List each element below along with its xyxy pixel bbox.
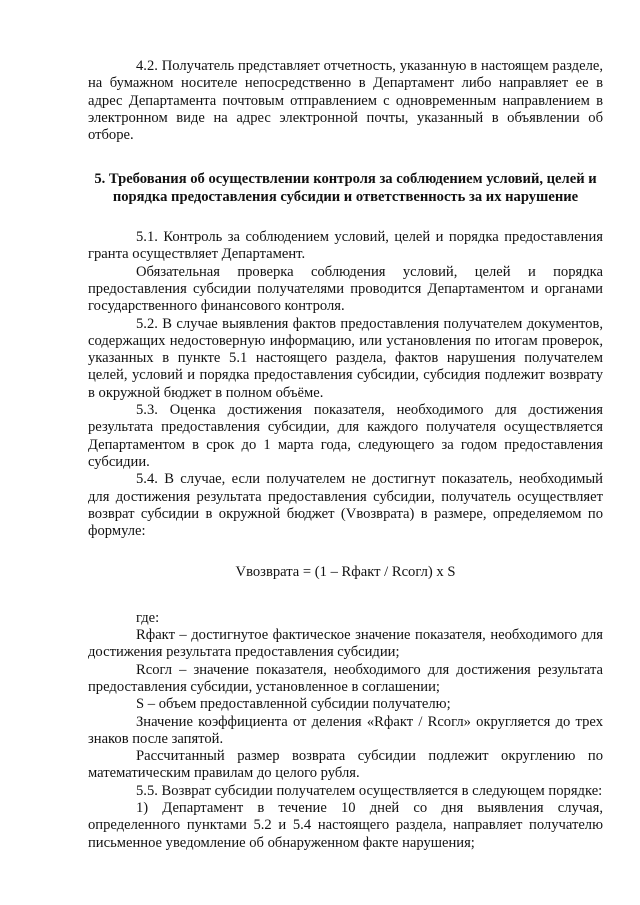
paragraph-4-2: 4.2. Получатель представляет отчетность, указанную в настоящем разделе, на бумажном носителе непосредственно в Департамент либо направляет ее в адрес Департамента почтовым отправлением с одновременным направлением в электронном виде на адрес электронной почты, указанный в объявлении об отборе. xyxy=(88,58,603,144)
where-label: где: xyxy=(136,609,160,626)
refund-formula: Vвозврата = (1 – Rфакт / Rсогл) x S xyxy=(235,564,456,581)
section-5-heading: 5. Требования об осуществлении контроля за соблюдением условий, целей и порядка предоставления субсидии и ответственность за их нарушение xyxy=(94,171,597,205)
paragraph-mandatory-check: Обязательная проверка соблюдения условий, целей и порядка предоставления субсидии получателями проводится Департаментом и органами государственного финансового контроля. xyxy=(88,263,603,315)
paragraph-5-4: 5.4. В случае, если получателем не достигнут показатель, необходимый для достижения результата предоставления субсидии, получатель осуществляет возврат субсидии в окружной бюджет (Vвозврата) в размере, определяемом по формуле: xyxy=(88,471,603,540)
paragraph-5-3: 5.3. Оценка достижения показателя, необходимого для достижения результата предоставления субсидии, для каждого получателя осуществляется Департаментом в срок до 1 марта года, следующего за годом предоставления субсидии. xyxy=(88,402,603,470)
paragraph-5-1: 5.1. Контроль за соблюдением условий, целей и порядка предоставления гранта осуществляет Департамент. xyxy=(88,229,603,263)
definition-rfakt: Rфакт – достигнутое фактическое значение показателя, необходимого для достижения результата предоставления субсидии; xyxy=(88,627,603,661)
paragraph-5-5: 5.5. Возврат субсидии получателем осуществляется в следующем порядке: xyxy=(136,782,603,799)
paragraph-rounding-coefficient: Значение коэффициента от деления «Rфакт / Rсогл» округляется до трех знаков после запятой. xyxy=(88,713,603,747)
definition-rsogl: Rсогл – значение показателя, необходимого для достижения результата предоставления субсидии, установленное в соглашении; xyxy=(88,661,603,695)
paragraph-rounding-sum: Рассчитанный размер возврата субсидии подлежит округлению по математическим правилам до целого рубля. xyxy=(88,748,603,782)
paragraph-5-2: 5.2. В случае выявления фактов предоставления получателем документов, содержащих недостоверную информацию, или установления по итогам проверок, указанных в пункте 5.1 настоящего раздела, фактов нарушения получателем целей, условий и порядка предоставления субсидии, субсидия подлежит возврату в окружной бюджет в полном объёме. xyxy=(88,315,603,401)
definition-s: S – объем предоставленной субсидии получателю; xyxy=(136,696,451,713)
paragraph-5-5-1: 1) Департамент в течение 10 дней со дня выявления случая, определенного пунктами 5.2 и 5.4 настоящего раздела, направляет получателю письменное уведомление об обнаруженном факте нарушения; xyxy=(88,799,603,851)
document-page xyxy=(88,58,603,852)
